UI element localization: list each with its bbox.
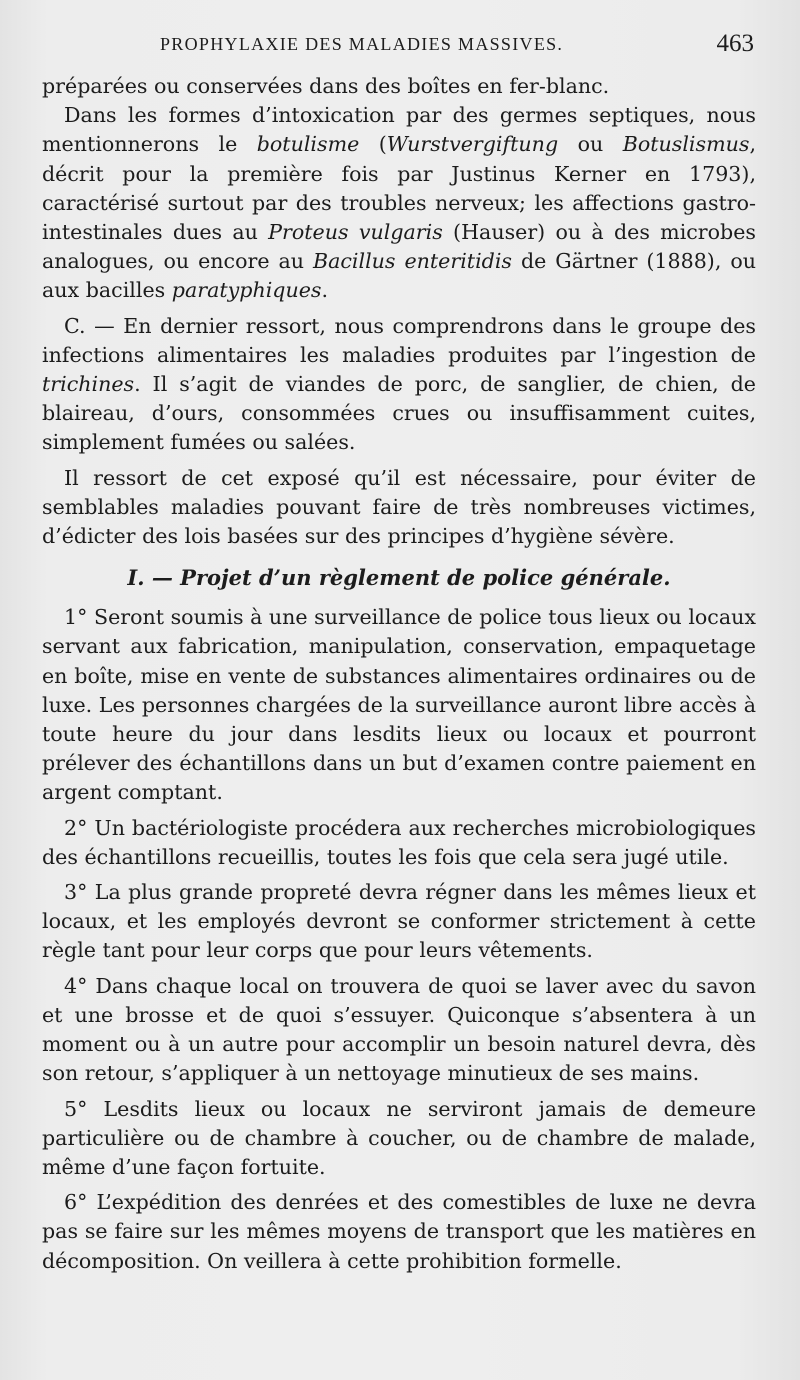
italic-term: Proteus vulgaris bbox=[268, 220, 443, 245]
article-1: 1° Seront soumis à une surveillance de police tous lieux ou locaux servant aux fabrication, manipulation, conservation, empaquetage en boîte, mise en vente de substances alimentaires ordinaires ou de luxe. Les personnes chargées de la surveillance auront libre accès à toute heure du jour dans lesdits lieux ou locaux et pourront prélever des échantillons dans un but d’examen contre paiement en argent comptant. bbox=[42, 605, 756, 805]
italic-term: botulisme bbox=[256, 132, 360, 157]
paragraph-continuation bbox=[42, 72, 756, 101]
text-run: ( bbox=[359, 132, 387, 157]
paragraph-text: Il ressort de cet exposé qu’il est nécessaire, pour éviter de semblables maladies pouvant faire de très nombreuses victimes, d’édicter des lois basées sur des principes d’hygiène sévère. bbox=[42, 465, 756, 549]
text-run: Dans les formes d’intoxication par des germes septiques, nous mentionnerons le bbox=[42, 103, 756, 157]
article-5: 5° Lesdits lieux ou locaux ne serviront jamais de demeure particulière ou de chambre à coucher, ou de chambre de malade, même d’une façon fortuite. bbox=[42, 1096, 756, 1179]
article-4: 4° Dans chaque local on trouvera de quoi se laver avec du savon et une brosse et de quoi s’essuyer. Quiconque s’absentera à un moment ou à un autre pour accomplir un besoin naturel devra, dès son retour, s’appliquer à un nettoyage minutieux de ses mains. bbox=[42, 973, 756, 1086]
article-2: 2° Un bactériologiste procédera aux recherches microbiologiques des échantillons recueillis, toutes les fois que cela sera jugé utile. bbox=[42, 815, 756, 869]
body-text bbox=[42, 72, 756, 1276]
text-run: C. — En dernier ressort, nous comprendrons dans le groupe des infections alimentaires les maladies produites par l’ingestion de bbox=[42, 313, 756, 367]
italic-term: trichines bbox=[42, 372, 135, 397]
italic-term: paratyphiques bbox=[171, 278, 322, 303]
italic-term: Bacillus enteritidis bbox=[312, 249, 512, 274]
text-run: , décrit pour la première fois par Justinus Kerner en 1793), caractérisé surtout par des troubles nerveux; les affections gastro-intestinales dues au bbox=[42, 132, 756, 245]
running-head bbox=[42, 30, 756, 68]
paragraph-text: préparées ou conservées dans des boîtes en fer-blanc. bbox=[42, 74, 610, 98]
article-3: 3° La plus grande propreté devra régner dans les mêmes lieux et locaux, et les employés devront se conformer strictement à cette règle tant pour leur corps que pour leurs vêtements. bbox=[42, 880, 756, 963]
paragraph-conclusion bbox=[42, 464, 756, 552]
page-number: 463 bbox=[716, 30, 754, 57]
article-6: 6° L’expédition des denrées et des comestibles de luxe ne devra pas se faire sur les mêmes moyens de transport que les matières en décomposition. On veillera à cette prohibition formelle. bbox=[42, 1190, 756, 1273]
paragraph-trichines bbox=[42, 312, 756, 458]
text-run: (Hauser) ou à des microbes analogues, ou encore au bbox=[42, 220, 756, 274]
text-run: ou bbox=[558, 132, 623, 157]
running-title: PROPHYLAXIE DES MALADIES MASSIVES. bbox=[160, 34, 564, 54]
text-run: . bbox=[321, 278, 329, 303]
text-run: . Il s’agit de viandes de porc, de sanglier, de chien, de blaireau, d’ours, consommées crues ou insuffisamment cuites, simplement fumées ou salées. bbox=[42, 372, 756, 455]
italic-term: Botuslismus bbox=[622, 132, 750, 157]
italic-term: Wurstvergiftung bbox=[386, 132, 559, 157]
section-heading: I. — Projet d’un règlement de police générale. bbox=[127, 565, 671, 591]
text-run: de Gärtner (1888), ou aux bacilles bbox=[42, 249, 756, 303]
paragraph-intoxication bbox=[42, 101, 756, 305]
